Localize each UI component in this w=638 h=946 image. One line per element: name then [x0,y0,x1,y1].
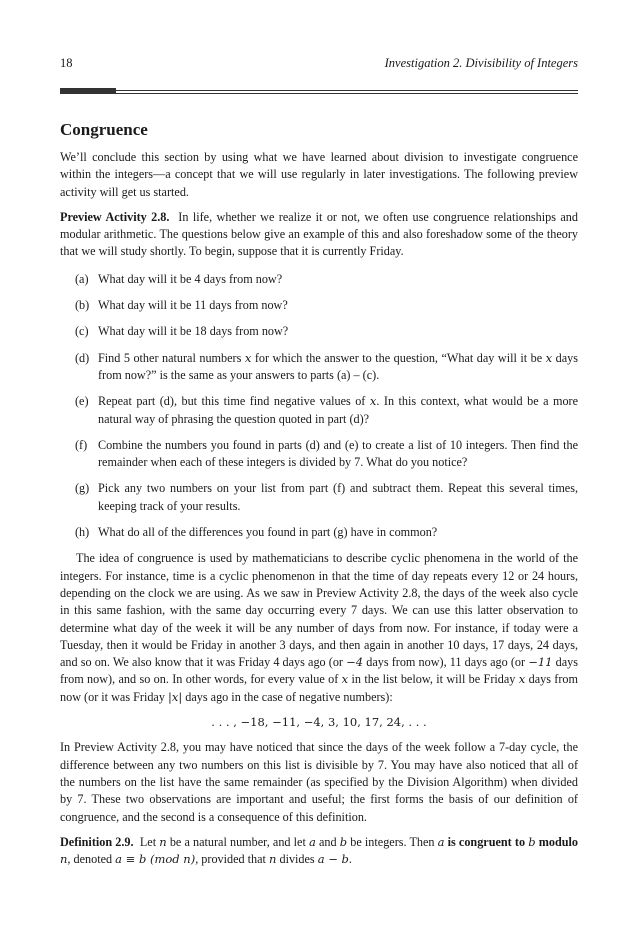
math-expr: |x| [167,689,183,704]
part-label: (c) [75,324,89,339]
preview-text: In life, whether we realize it or not, we often use congruence relationships and modular arithmetic. The questions below give an example of this and also foreshadow some of the theory that we will study shortly. To begin, suppose that it is currently Friday. [60,209,578,259]
part-text: What do all of the differences you found in part (g) have in common? [98,525,438,540]
body-text: days from now), and so on. In other words, for every value of [60,655,578,687]
part-text: Pick any two numbers on your list from part (f) and subtract them. Repeat this several times, keeping track of your results. [98,481,578,513]
math-var: x [369,394,377,409]
body-text: in the list below, it will be Friday [348,672,519,687]
def-text: , provided that [195,852,269,867]
body-text: days from now (or it was Friday [60,672,578,704]
math-var: b [528,834,536,849]
part-text: What day will it be 11 days from now? [98,298,288,313]
preview-activity [60,209,578,261]
header-rule-thin [116,90,578,91]
math-var: x [518,672,526,687]
def-text: and [315,834,340,849]
math-var: x [244,350,252,365]
math-var: a [437,834,445,849]
def-text: . [348,852,352,867]
def-text: be a natural number, and let [166,834,309,849]
definition-label: Definition 2.9. [60,834,134,849]
part-text: Combine the numbers you found in parts (d) and (e) to create a list of 10 integers. Then find the remainder when each of these integers is divided by 7. What do you notice? [98,437,578,470]
part-label: (f) [75,437,88,452]
list-item [60,271,578,288]
math-expr: a ≡ b (mod n) [115,852,196,867]
part-text: Repeat part (d), but this time find negative values of [98,394,370,409]
math-var: n [60,852,68,867]
list-item [60,297,578,314]
list-item [60,480,578,515]
running-header [60,56,578,72]
list-item [60,350,578,385]
part-text: . In this context, what would be a more natural way of phrasing the question quoted in part (d)? [98,394,579,426]
header-rule-thin-lower [60,93,578,94]
math-var: b [339,834,348,849]
def-text: be integers. Then [347,834,438,849]
page-number: 18 [60,56,73,70]
def-term: modulo [538,834,579,849]
display-equation: . . . , −18, −11, −4, 3, 10, 17, 24, . . . [211,715,427,730]
part-label: (e) [75,394,89,409]
part-text: Find 5 other natural numbers [98,350,245,365]
part-label: (d) [75,350,90,365]
body-paragraph-2: In Preview Activity 2.8, you may have noticed that since the days of the week follow a 7-day cycle, the difference between any two numbers on this list is divisible by 7. You may have also noticed that all of the numbers on the list have the same remainder (as specified by the Division Algorithm) when divided by 7. These two observations are important and useful; the first forms the basis of our definition of congruence, and the second is a consequence of this definition. [60,740,578,824]
main-content [60,120,578,876]
section-title: Congruence [60,120,148,139]
math-var: n [269,852,277,867]
list-item [60,524,578,541]
math-var: x [545,350,553,365]
intro-paragraph: We’ll conclude this section by using what we have learned about division to investigate congruence within the integers—a concept that we will use regularly in later investigations. The following preview activity will get us started. [60,150,578,199]
math-expr: −11 [528,655,553,670]
preview-parts [60,271,578,542]
math-var: x [341,672,349,687]
part-text: for which the answer to the question, “What day will it be [251,350,546,365]
part-label: (g) [75,481,90,496]
def-text: divides [276,852,318,867]
body-text: days from now), 11 days ago (or [363,655,529,670]
definition [60,834,578,869]
part-text: What day will it be 18 days from now? [98,324,289,339]
part-label: (b) [75,298,90,313]
body-paragraph-1 [60,550,578,706]
math-var: n [159,834,167,849]
def-text: Let [139,834,160,849]
preview-label: Preview Activity 2.8. [60,209,170,224]
list-item [60,437,578,472]
body-text: The idea of congruence is used by mathematicians to describe cyclic phenomena in the world of the integers. For instance, time is a cyclic phenomenon in that the time of day repeats every 12 or 24 hours, depending on the clock we are using. As we saw in Preview Activity 2.8, the days of the week also cycle in this same fashion, with the same day occurring every 7 days. We can use this latter observation to determine what day of the week it will be any number of days from now. For instance, if today were a Tuesday, then it would be Friday in another 3 days, and then again in another 10 days, 17 days, 24 days, and so on. We also know that it was Friday 4 days ago (or [60,551,578,670]
list-item [60,323,578,340]
def-text: , denoted [67,852,116,867]
running-title: Investigation 2. Divisibility of Integers [384,56,578,70]
math-expr: −4 [346,655,364,670]
math-var: a [309,834,316,849]
def-term: is congruent to [444,834,529,849]
part-label: (h) [75,525,90,540]
body-text: days ago in the case of negative numbers): [182,689,393,704]
part-label: (a) [75,271,89,286]
math-expr: a − b [317,852,349,867]
part-text: days from now?” is the same as your answers to parts (a) – (c). [98,350,579,382]
part-text: What day will it be 4 days from now? [98,271,283,286]
list-item [60,393,578,428]
